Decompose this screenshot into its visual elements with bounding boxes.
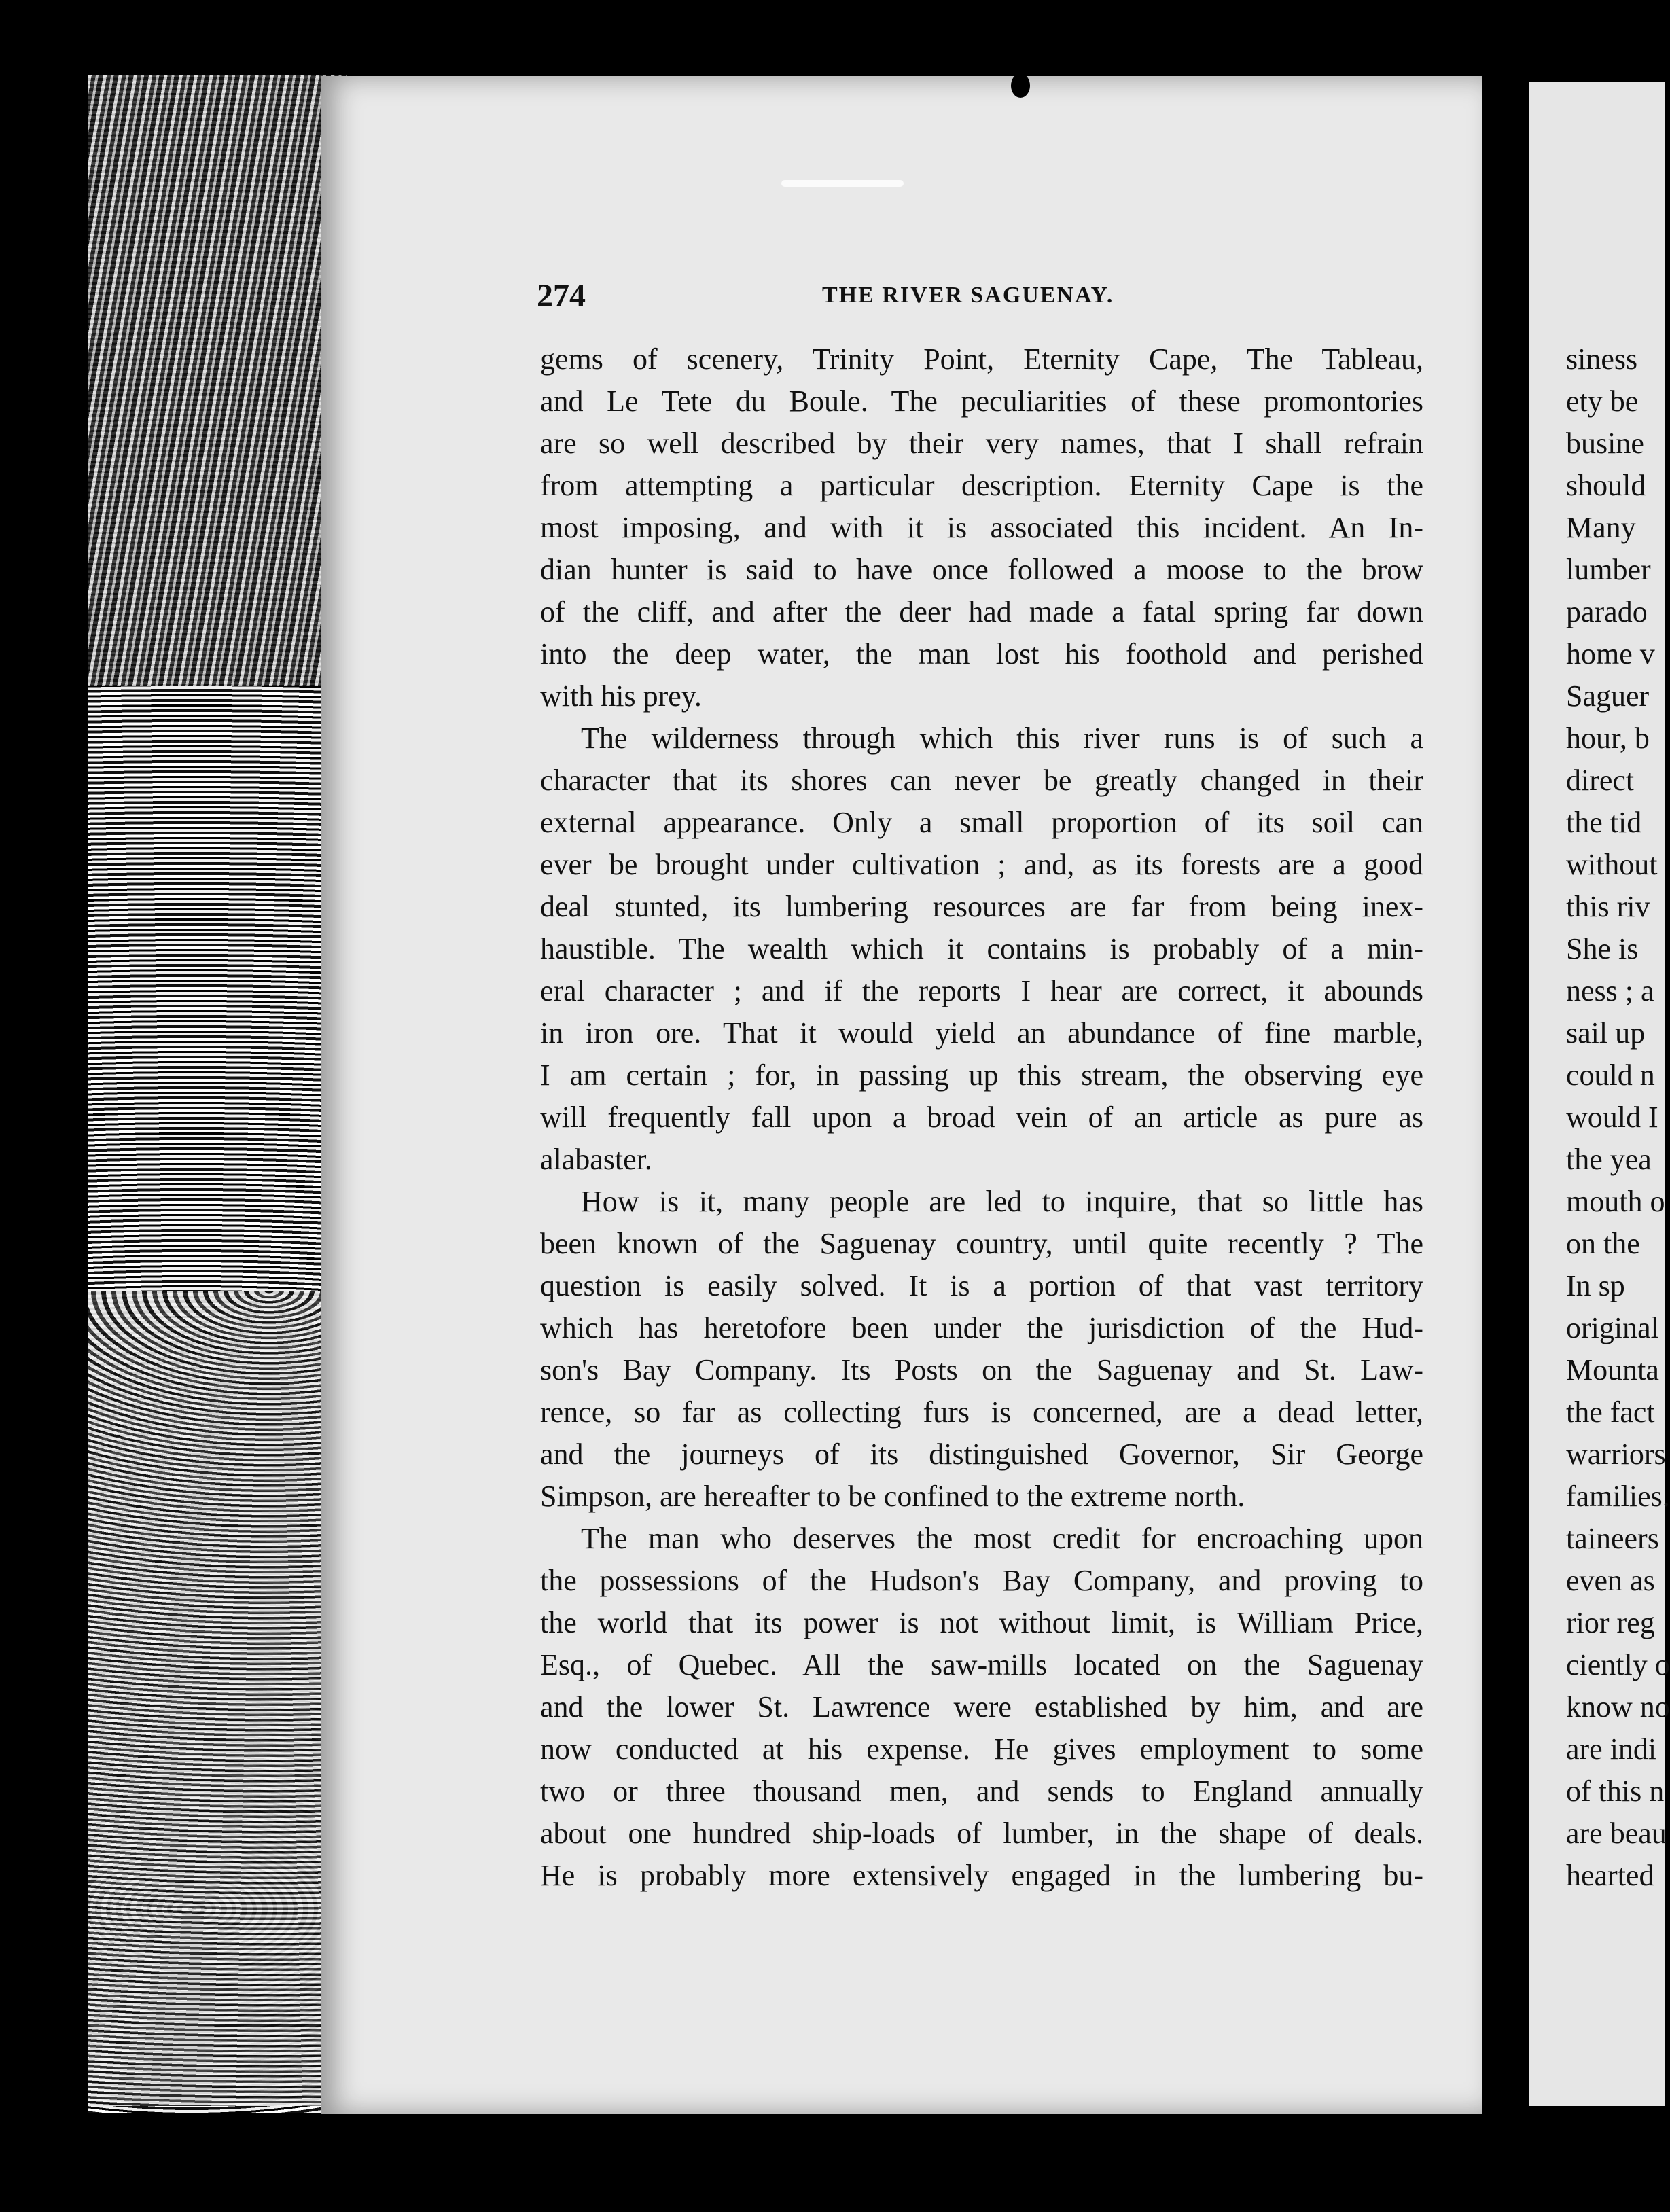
fragment-line: are indi: [1566, 1732, 1657, 1766]
marbled-endpaper-top: [88, 75, 347, 686]
page-number: 274: [537, 278, 586, 314]
text-line: eral character ; and if the reports I hear are correct, it abounds: [540, 974, 1423, 1007]
text-line: alabaster.: [540, 1143, 652, 1176]
fragment-line: She is: [1566, 932, 1639, 965]
fragment-line: rior reg: [1566, 1606, 1655, 1639]
text-line: I am certain ; for, in passing up this stream, the observing eye: [540, 1058, 1423, 1092]
fragment-line: Saguer: [1566, 679, 1650, 713]
fragment-line: Many: [1566, 511, 1636, 544]
fragment-line: without: [1566, 848, 1658, 881]
text-line: and Le Tete du Boule. The peculiarities of these promontories: [540, 385, 1423, 418]
fragment-line: ety be: [1566, 385, 1639, 418]
text-line: the world that its power is not without limit, is William Price,: [540, 1606, 1423, 1639]
fragment-line: ciently o: [1566, 1648, 1670, 1681]
fragment-line: would I: [1566, 1101, 1658, 1134]
fragment-line: families.: [1566, 1480, 1670, 1513]
text-line: ever be brought under cultivation ; and, as its forests are a good: [540, 848, 1423, 881]
fragment-line: busine: [1566, 427, 1644, 460]
fragment-line: this riv: [1566, 890, 1650, 923]
fragment-line: sail up: [1566, 1016, 1646, 1050]
fragment-line: should: [1566, 469, 1646, 502]
fragment-line: direct: [1566, 764, 1635, 797]
text-line: about one hundred ship-loads of lumber, in the shape of deals.: [540, 1817, 1423, 1850]
fragment-line: ness ; a: [1566, 974, 1654, 1007]
text-line: gems of scenery, Trinity Point, Eternity Cape, The Tableau,: [540, 342, 1423, 376]
page-smudge: [781, 180, 904, 187]
running-head: THE RIVER SAGUENAY.: [822, 283, 1114, 308]
fragment-line: original: [1566, 1311, 1659, 1344]
text-line: into the deep water, the man lost his foothold and perished: [540, 637, 1423, 671]
fragment-line: lumber: [1566, 553, 1651, 586]
text-line: will frequently fall upon a broad vein of an article as pure as: [540, 1101, 1423, 1134]
fragment-line: could n: [1566, 1058, 1655, 1092]
fragment-line: of this n: [1566, 1774, 1665, 1808]
text-line: Simpson, are hereafter to be confined to the extreme north.: [540, 1480, 1245, 1513]
text-line: the possessions of the Hudson's Bay Company, and proving to: [540, 1564, 1423, 1597]
text-line: external appearance. Only a small proportion of its soil can: [540, 806, 1423, 839]
fragment-line: the tid: [1566, 806, 1642, 839]
text-line: most imposing, and with it is associated this incident. An In-: [540, 511, 1423, 544]
text-line: and the lower St. Lawrence were established by him, and are: [540, 1690, 1423, 1724]
text-line: in iron ore. That it would yield an abundance of fine marble,: [540, 1016, 1423, 1050]
text-line: character that its shores can never be greatly changed in their: [540, 764, 1423, 797]
fragment-line: parado: [1566, 595, 1648, 628]
text-line: haustible. The wealth which it contains is probably of a min-: [540, 932, 1423, 965]
fragment-line: hearted: [1566, 1859, 1654, 1892]
text-line: question is easily solved. It is a portion of that vast territory: [540, 1269, 1423, 1302]
fragment-line: are beau: [1566, 1817, 1667, 1850]
text-line: He is probably more extensively engaged in the lumbering bu-: [540, 1859, 1423, 1892]
fragment-line: the fact: [1566, 1395, 1655, 1429]
text-line: are so well described by their very names, that I shall refrain: [540, 427, 1423, 460]
fragment-line: on the: [1566, 1227, 1640, 1260]
fragment-line: the yea: [1566, 1143, 1652, 1176]
fragment-line: taineers: [1566, 1522, 1659, 1555]
text-line: deal stunted, its lumbering resources are far from being inex-: [540, 890, 1423, 923]
text-line: now conducted at his expense. He gives employment to some: [540, 1732, 1423, 1766]
text-line: Esq., of Quebec. All the saw-mills located on the Saguenay: [540, 1648, 1423, 1681]
marbled-endpaper-bottom: [88, 1291, 347, 2106]
text-line: son's Bay Company. Its Posts on the Saguenay and St. Law-: [540, 1353, 1423, 1387]
text-line: The man who deserves the most credit for encroaching upon: [581, 1522, 1423, 1555]
page-header: [537, 277, 1148, 318]
fragment-line: home v: [1566, 637, 1655, 671]
fragment-line: even as: [1566, 1564, 1655, 1597]
text-line: been known of the Saguenay country, until quite recently ? The: [540, 1227, 1423, 1260]
body-text: [540, 338, 1423, 1897]
text-line: from attempting a particular description. Eternity Cape is the: [540, 469, 1423, 502]
fragment-line: In sp: [1566, 1269, 1625, 1302]
fragment-line: warriors: [1566, 1438, 1666, 1471]
text-line: which has heretofore been under the jurisdiction of the Hud-: [540, 1311, 1423, 1344]
text-line: rence, so far as collecting furs is concerned, are a dead letter,: [540, 1395, 1423, 1429]
text-line: two or three thousand men, and sends to England annually: [540, 1774, 1423, 1808]
fragment-line: mouth o: [1566, 1185, 1665, 1218]
facing-page-text: [1566, 338, 1670, 1897]
text-line: dian hunter is said to have once followed a moose to the brow: [540, 553, 1423, 586]
text-line: and the journeys of its distinguished Governor, Sir George: [540, 1438, 1423, 1471]
page-hole: [1011, 73, 1030, 98]
fragment-line: hour, b: [1566, 721, 1650, 755]
fragment-line: know no: [1566, 1690, 1670, 1724]
fragment-line: siness: [1566, 342, 1638, 376]
fragment-line: Mounta: [1566, 1353, 1659, 1387]
text-line: with his prey.: [540, 679, 702, 713]
text-line: How is it, many people are led to inquire, that so little has: [581, 1185, 1423, 1218]
text-line: The wilderness through which this river runs is of such a: [581, 721, 1423, 755]
text-line: of the cliff, and after the deer had made a fatal spring far down: [540, 595, 1423, 628]
